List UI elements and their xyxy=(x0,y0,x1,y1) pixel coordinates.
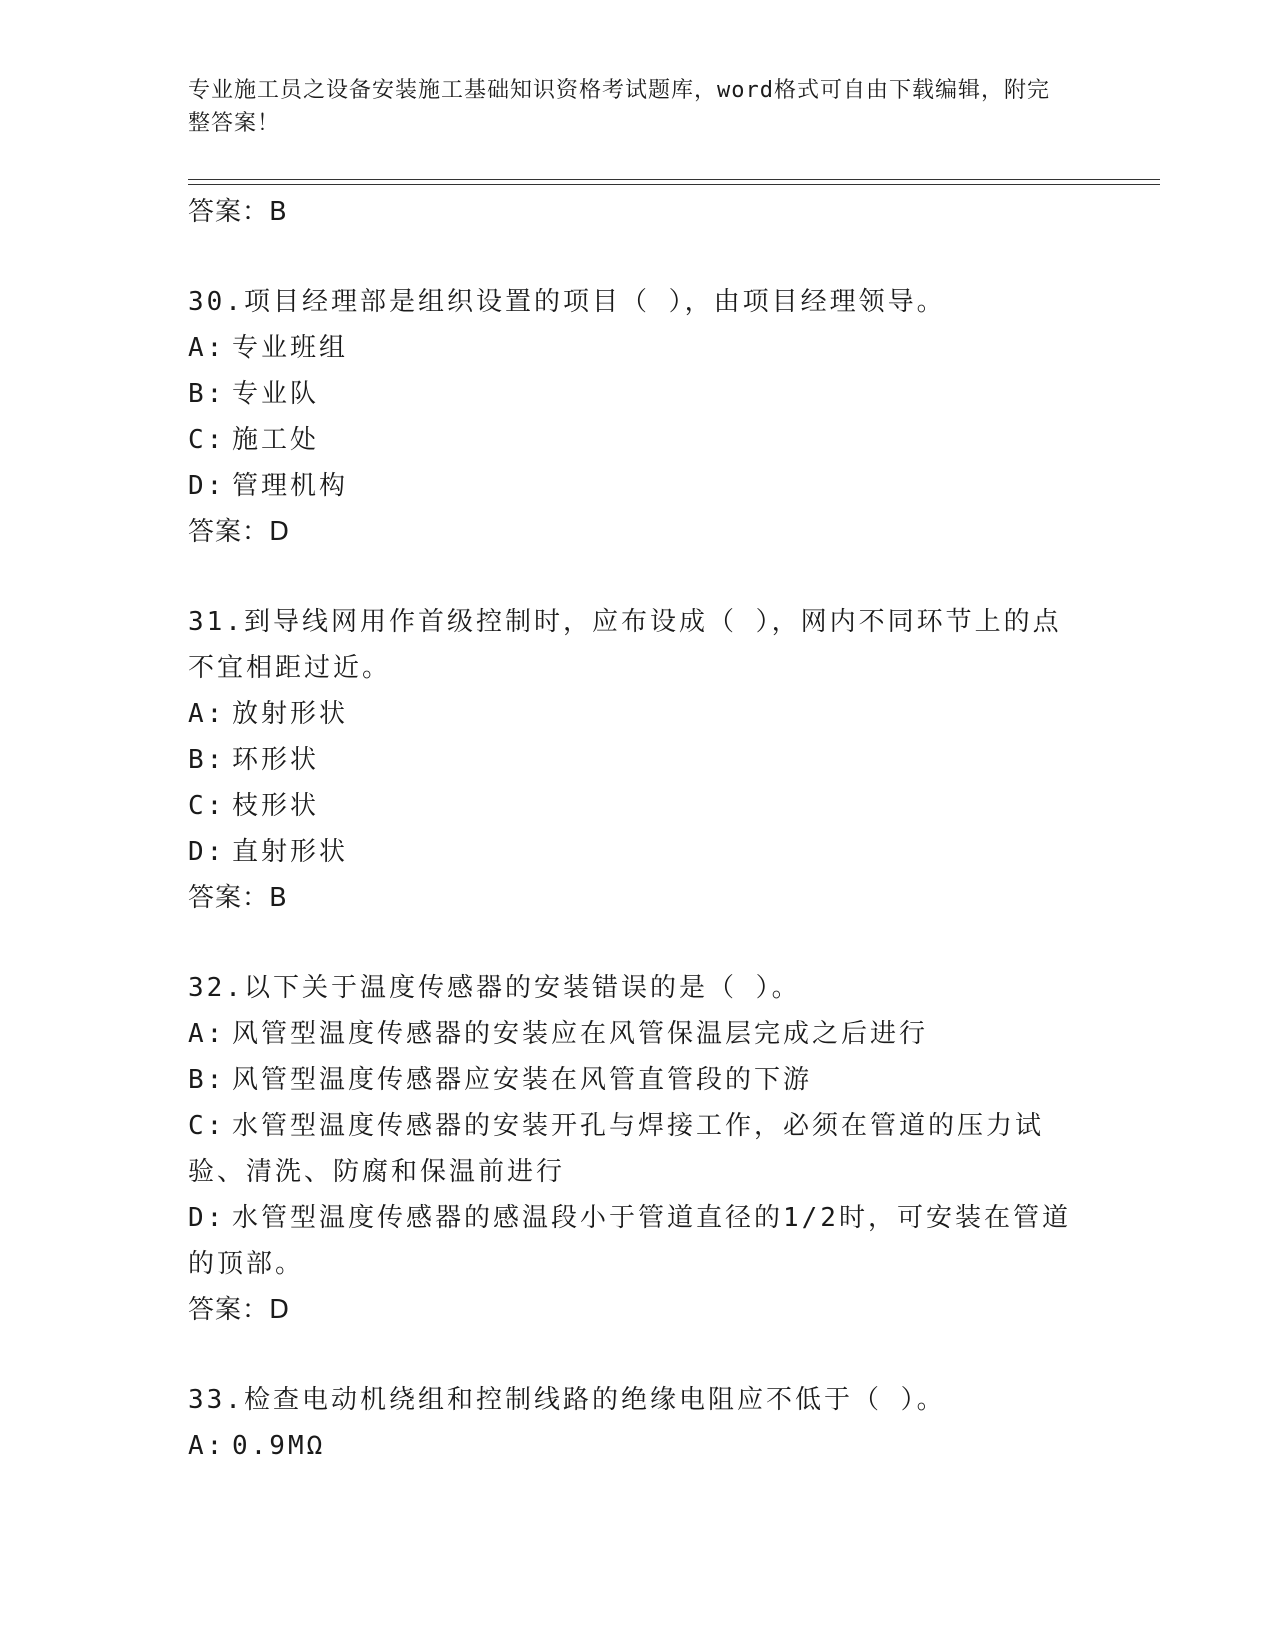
question-stem: 32.以下关于温度传感器的安装错误的是（ ）。 xyxy=(188,973,801,1003)
question-stem: 33.检查电动机绕组和控制线路的绝缘电阻应不低于（ ）。 xyxy=(188,1385,946,1415)
question-list xyxy=(188,189,1088,1469)
option-letter: B: xyxy=(188,745,226,775)
option-letter: D: xyxy=(188,471,226,501)
option-b xyxy=(188,371,1088,417)
option-text: 环形状 xyxy=(232,745,320,775)
header-rule-bottom xyxy=(188,184,1160,185)
option-text: 水管型温度传感器的安装开孔与焊接工作，必须在管道的压力试验、清洗、防腐和保温前进行 xyxy=(188,1111,1045,1187)
option-letter: A: xyxy=(188,333,226,363)
option-c xyxy=(188,417,1088,463)
question-stem: 31.到导线网用作首级控制时，应布设成（ ），网内不同环节上的点不宜相距过近。 xyxy=(188,607,1062,683)
option-a xyxy=(188,691,1088,737)
option-c xyxy=(188,1103,1088,1195)
answer-line: 答案：B xyxy=(188,883,288,913)
option-letter: B: xyxy=(188,1065,226,1095)
option-text: 风管型温度传感器应安装在风管直管段的下游 xyxy=(232,1065,813,1095)
question-31 xyxy=(188,599,1088,921)
option-d xyxy=(188,1195,1088,1287)
option-letter: D: xyxy=(188,1203,226,1233)
option-letter: C: xyxy=(188,1111,226,1141)
option-b xyxy=(188,737,1088,783)
option-text: 专业队 xyxy=(232,379,320,409)
question-stem: 30.项目经理部是组织设置的项目（ ），由项目经理领导。 xyxy=(188,287,946,317)
option-letter: A: xyxy=(188,1019,226,1049)
answer-line: 答案：D xyxy=(188,1295,291,1325)
option-text: 风管型温度传感器的安装应在风管保温层完成之后进行 xyxy=(232,1019,929,1049)
option-letter: A: xyxy=(188,699,226,729)
option-letter: D: xyxy=(188,837,226,867)
option-c xyxy=(188,783,1088,829)
question-32 xyxy=(188,965,1088,1333)
option-text: 专业班组 xyxy=(232,333,349,363)
option-text: 水管型温度传感器的感温段小于管道直径的1/2时，可安装在管道的顶部。 xyxy=(188,1203,1071,1279)
document-header: 专业施工员之设备安装施工基础知识资格考试题库，word格式可自由下载编辑，附完整答案！ xyxy=(188,78,1050,136)
question-33 xyxy=(188,1377,1088,1469)
header-rule-top xyxy=(188,179,1160,180)
option-d xyxy=(188,829,1088,875)
option-text: 枝形状 xyxy=(232,791,320,821)
question-30 xyxy=(188,279,1088,555)
option-d xyxy=(188,463,1088,509)
option-letter: C: xyxy=(188,425,226,455)
option-letter: B: xyxy=(188,379,226,409)
option-a xyxy=(188,1423,1088,1469)
answer-line: 答案：B xyxy=(188,197,288,227)
option-text: 0.9MΩ xyxy=(232,1431,326,1461)
option-letter: A: xyxy=(188,1431,226,1461)
answer-line: 答案：D xyxy=(188,517,291,547)
option-text: 直射形状 xyxy=(232,837,349,867)
option-a xyxy=(188,1011,1088,1057)
option-text: 放射形状 xyxy=(232,699,349,729)
option-text: 管理机构 xyxy=(232,471,349,501)
option-text: 施工处 xyxy=(232,425,320,455)
option-a xyxy=(188,325,1088,371)
option-b xyxy=(188,1057,1088,1103)
option-letter: C: xyxy=(188,791,226,821)
